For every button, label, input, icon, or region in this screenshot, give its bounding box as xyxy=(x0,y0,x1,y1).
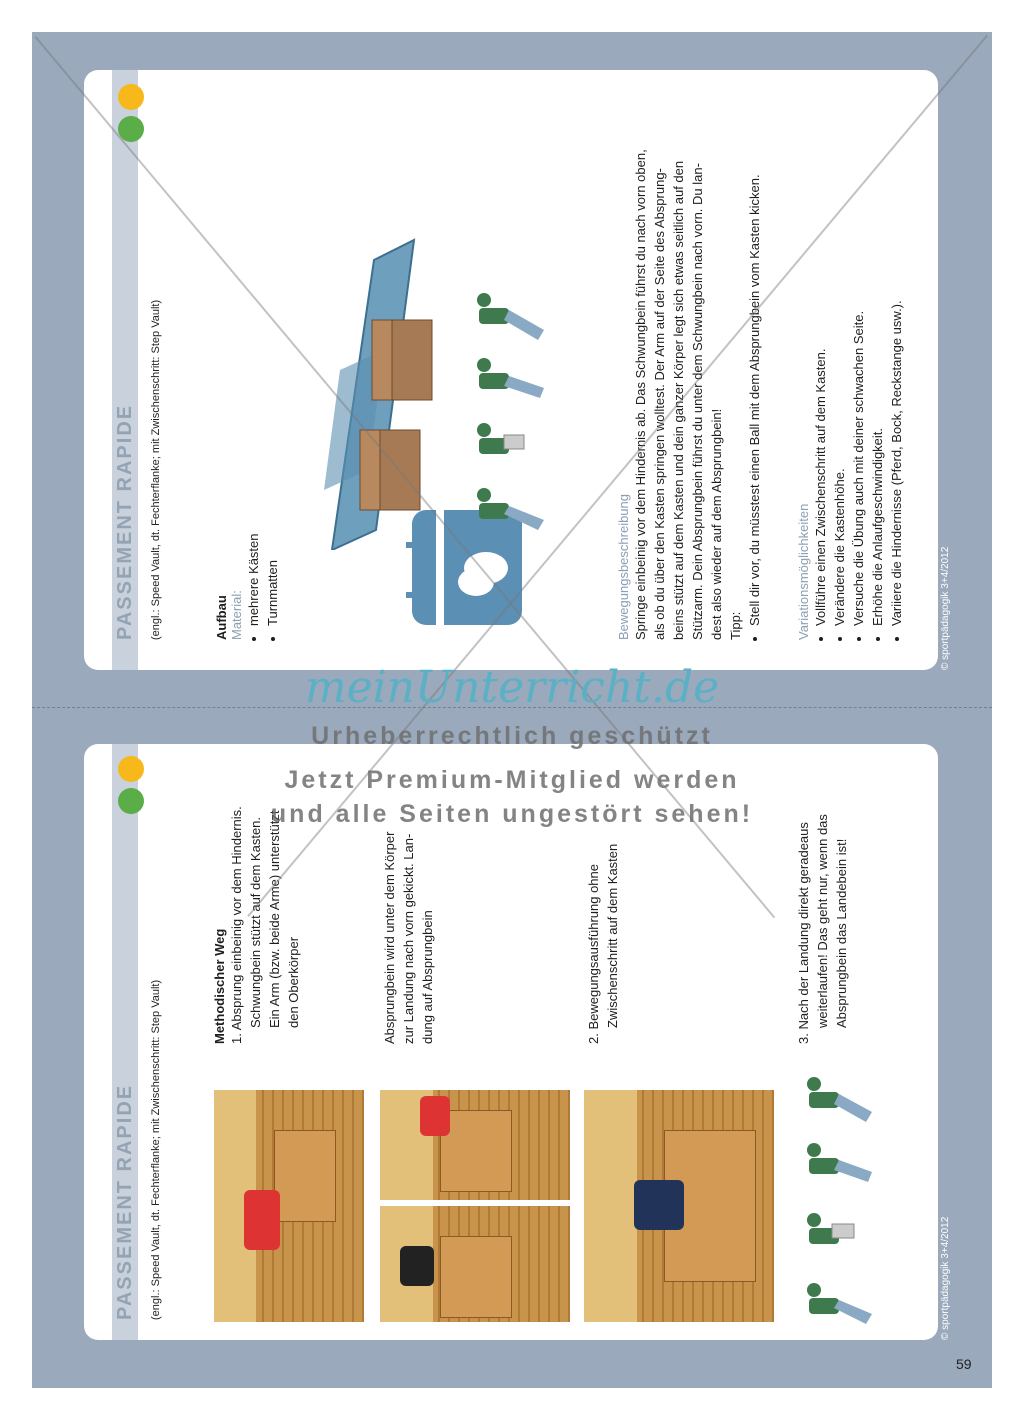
variation-list xyxy=(811,300,906,640)
photo-step2 xyxy=(584,1090,774,1322)
bottom-copyright: © sportpädagogik 3+4/2012 xyxy=(940,1216,951,1340)
step2-line: Bewegungsausführung ohne xyxy=(586,864,601,1030)
list-item: • Vollführe einen Zwischenschritt auf dem Kasten. xyxy=(811,300,830,626)
step1-line: Schwungbein stützt auf dem Kasten. xyxy=(248,816,263,1028)
list-item: • Verändere die Kastenhöhe. xyxy=(830,300,849,626)
step1-line: Ein Arm (bzw. beide Arme) unterstützt xyxy=(267,810,282,1028)
bewegung-line: Stützarm. Dein Absprungbein führst du unter dem Schwungbein nach vorn. Du lan- xyxy=(690,163,705,640)
step1b-line: dung auf Absprungbein xyxy=(420,910,435,1044)
variation-heading: Variationsmöglichkeiten xyxy=(796,503,811,640)
list-item: • Erhöhe die Anlaufgeschwindigkeit. xyxy=(868,300,887,626)
jumper-figures-bottom xyxy=(784,1060,884,1330)
methodisch-heading: Methodischer Weg xyxy=(212,928,227,1044)
bottom-card-subtitle: (engl.: Speed Vault, dt. Fechterflanke; mit Zwischenschritt: Step Vault) xyxy=(150,979,162,1320)
step1b-line: Absprungbein wird unter dem Körper xyxy=(382,831,397,1044)
bewegung-line: als ob du über den Kasten springen wolltest. Der Arm auf der Seite des Absprung- xyxy=(652,168,667,640)
top-copyright: © sportpädagogik 3+4/2012 xyxy=(940,546,951,670)
top-card-subtitle: (engl.: Speed Vault, dt. Fechterflanke; mit Zwischenschritt: Step Vault) xyxy=(150,299,162,640)
top-card xyxy=(84,70,938,670)
step3-line: weiterlaufen! Das geht nur, wenn das xyxy=(815,814,830,1028)
list-item: • mehrere Kästen xyxy=(244,510,263,626)
aufbau-section xyxy=(214,510,282,640)
step1-line: den Oberkörper xyxy=(286,936,301,1028)
list-item: • Stell dir vor, du müsstest einen Ball mit dem Absprungbein vom Kasten kicken. xyxy=(745,80,764,626)
aufbau-heading: Aufbau xyxy=(214,595,229,640)
step3-num: 3. xyxy=(796,1033,811,1044)
tipp-label: Tipp: xyxy=(728,611,743,640)
step2-line: Zwischenschritt auf dem Kasten xyxy=(605,843,620,1028)
step3-line: Nach der Landung direkt geradeaus xyxy=(796,822,811,1030)
list-item: • Turnmatten xyxy=(263,510,282,626)
photo-step1 xyxy=(214,1090,364,1322)
material-label: Material: xyxy=(229,590,244,640)
watermark-logo: meinUnterricht.de xyxy=(304,662,720,713)
list-item: • Versuche die Übung auch mit deiner schwachen Seite. xyxy=(849,300,868,626)
material-list xyxy=(244,510,282,640)
jumper-figures xyxy=(464,270,564,540)
bewegung-line: beins stützt auf dem Kasten und dein ganzer Körper legt sich etwas seitlich auf den xyxy=(671,160,686,640)
watermark-line1: Urheberrechtlich geschützt xyxy=(311,722,713,750)
bewegung-line: dest also wieder auf dem Absprungbein! xyxy=(709,408,724,640)
step1-line: Absprung einbeinig vor dem Hindernis. xyxy=(229,806,244,1031)
top-card-title: PASSEMENT RAPIDE xyxy=(114,403,136,640)
step1b-line: zur Landung nach vorn gekickt. Lan- xyxy=(401,833,416,1044)
step1-num: 1. xyxy=(229,1033,244,1044)
bewegung-section xyxy=(616,80,764,640)
page-number: 59 xyxy=(956,1356,972,1372)
watermark-line2: Jetzt Premium-Mitglied werden xyxy=(284,766,740,794)
photo-step1b-a xyxy=(380,1090,570,1200)
cloud-shape xyxy=(458,568,494,596)
variation-section xyxy=(796,300,906,640)
watermark-line3: und alle Seiten ungestört sehen! xyxy=(270,800,754,828)
bottom-card xyxy=(84,744,938,1340)
bottom-card-title: PASSEMENT RAPIDE xyxy=(114,1083,136,1320)
box-shape xyxy=(372,320,392,400)
bewegung-heading: Bewegungsbeschreibung xyxy=(616,494,631,640)
yellow-dot-icon xyxy=(118,84,144,110)
bewegung-line: Springe einbeinig vor dem Hindernis ab. Das Schwungbein führst du nach vorn oben, xyxy=(633,149,648,640)
photo-step1b-b xyxy=(380,1206,570,1322)
step2-num: 2. xyxy=(586,1033,601,1044)
list-item: • Variiere die Hindernisse (Pferd, Bock, Reckstange usw.). xyxy=(887,300,906,626)
tipp-list xyxy=(745,80,764,640)
bag-strap xyxy=(436,510,444,625)
step3-line: Absprungbein das Landebein ist! xyxy=(834,838,849,1028)
